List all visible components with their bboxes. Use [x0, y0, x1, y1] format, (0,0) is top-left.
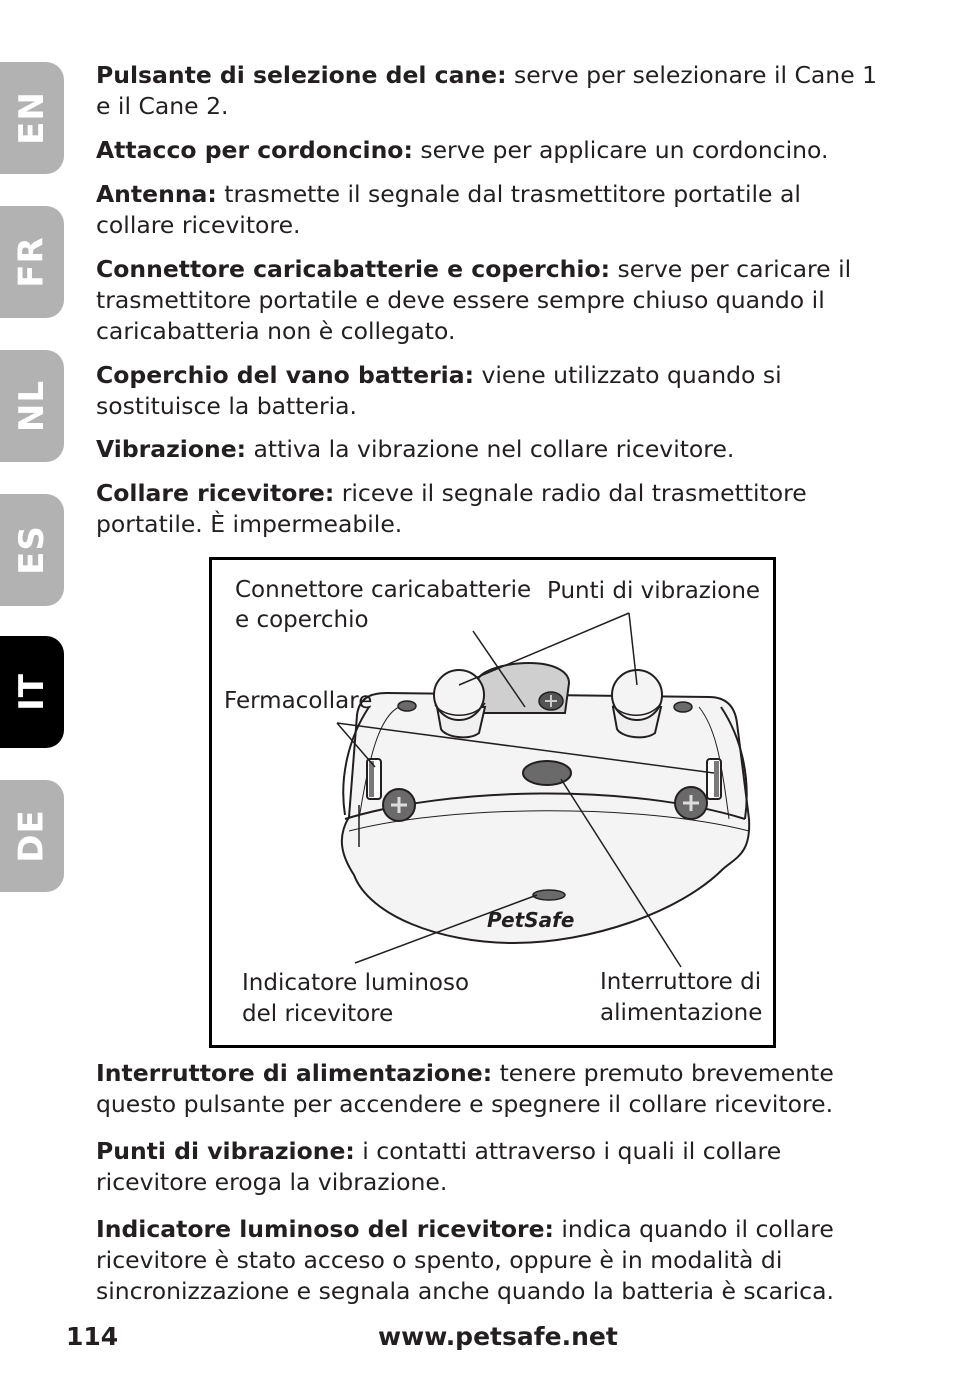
- tab-it[interactable]: [0, 636, 64, 748]
- website-url[interactable]: www.petsafe.net: [378, 1322, 618, 1351]
- vibration-contact-left: [434, 670, 485, 737]
- tab-es-label: ES: [12, 525, 52, 575]
- tab-es[interactable]: [0, 494, 64, 606]
- description: serve per applicare un cordoncino.: [412, 136, 829, 164]
- petsafe-logo: PetSafe: [487, 908, 575, 932]
- definition-battery-cover: [96, 360, 886, 422]
- tab-de-label: DE: [11, 809, 52, 863]
- label-charger-connector-line2: e coperchio: [235, 607, 369, 633]
- screw-left: [383, 789, 415, 821]
- description: i contatti attraverso i quali il collare ricevitore eroga la vibrazione.: [96, 1137, 782, 1196]
- definition-power-switch: [96, 1058, 886, 1120]
- description: riceve il segnale radio dal trasmettitore portatile. È impermeabile.: [96, 479, 807, 538]
- tab-en[interactable]: [0, 62, 64, 174]
- term: Interruttore di alimentazione:: [96, 1059, 493, 1087]
- term: Indicatore luminoso del ricevitore:: [96, 1215, 554, 1243]
- label-vibration-points: Punti di vibrazione: [547, 578, 761, 604]
- description: viene utilizzato quando si sostituisce la batteria.: [96, 361, 782, 420]
- tab-nl[interactable]: [0, 350, 64, 462]
- label-indicator-line2: del ricevitore: [242, 1001, 394, 1027]
- screw-right: [675, 787, 707, 819]
- tab-en-label: EN: [12, 91, 52, 145]
- description: tenere premuto brevemente questo pulsante per accendere e spegnere il collare ricevitore.: [96, 1059, 834, 1118]
- tab-de[interactable]: [0, 780, 64, 892]
- definition-vibration-points: [96, 1136, 886, 1198]
- tab-fr[interactable]: [0, 206, 64, 318]
- receiver-collar-diagram: [209, 557, 776, 1048]
- description: indica quando il collare ricevitore è stato acceso o spento, oppure è in modalità di sincronizzazione e segnala anche quando la batteria è scarica.: [96, 1215, 834, 1305]
- term: Vibrazione:: [96, 435, 247, 463]
- definition-lanyard: [96, 135, 886, 166]
- label-charger-connector-line1: Connettore caricabatterie: [235, 577, 532, 603]
- label-collar-fastener: Fermacollare: [224, 688, 373, 714]
- tab-it-label: IT: [12, 673, 52, 711]
- definition-indicator-light: [96, 1214, 886, 1307]
- term: Collare ricevitore:: [96, 479, 335, 507]
- definition-dog-select: [96, 60, 886, 122]
- definition-vibration: [96, 434, 886, 465]
- term: Pulsante di selezione del cane:: [96, 61, 507, 89]
- description: serve per caricare il trasmettitore portatile e deve essere sempre chiuso quando il caricabatteria non è collegato.: [96, 255, 852, 345]
- term: Attacco per cordoncino:: [96, 136, 413, 164]
- description: trasmette il segnale dal trasmettitore portatile al collare ricevitore.: [96, 180, 801, 239]
- term: Coperchio del vano batteria:: [96, 361, 474, 389]
- label-power-switch-line2: alimentazione: [600, 1000, 763, 1026]
- power-button: [523, 761, 571, 785]
- tab-fr-label: FR: [12, 236, 52, 288]
- label-power-switch-line1: Interruttore di: [600, 969, 762, 995]
- label-indicator-line1: Indicatore luminoso: [242, 970, 470, 996]
- page-number: 114: [66, 1322, 119, 1351]
- description: serve per selezionare il Cane 1 e il Cane 2.: [96, 61, 878, 120]
- definition-charger: [96, 254, 886, 347]
- term: Punti di vibrazione:: [96, 1137, 355, 1165]
- description: attiva la vibrazione nel collare ricevitore.: [246, 435, 735, 463]
- definition-antenna: [96, 179, 886, 241]
- charger-cover: [477, 663, 569, 713]
- term: Connettore caricabatterie e coperchio:: [96, 255, 610, 283]
- definition-receiver-collar: [96, 478, 886, 540]
- tab-nl-label: NL: [12, 379, 52, 433]
- indicator-light: [533, 890, 565, 900]
- term: Antenna:: [96, 180, 217, 208]
